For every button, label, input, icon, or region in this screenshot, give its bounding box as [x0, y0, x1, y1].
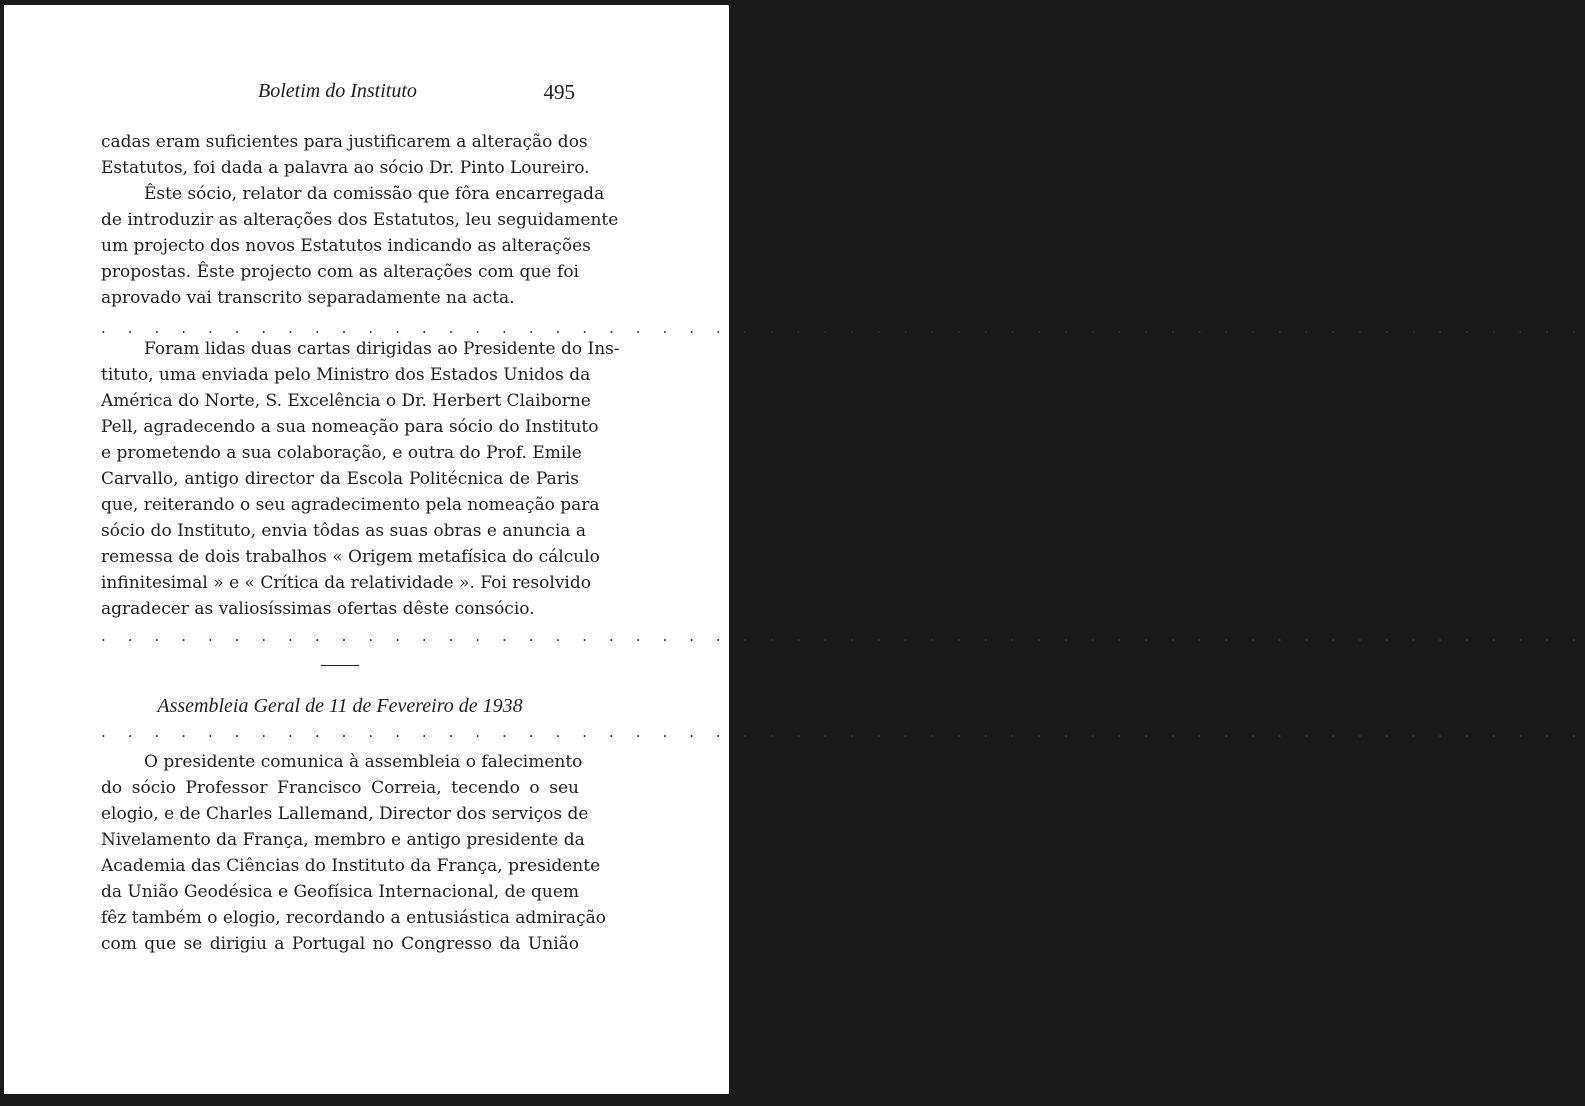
text-line: um projecto dos novos Estatutos indicando as alterações: [101, 236, 591, 256]
section-heading: Assembleia Geral de 11 de Fevereiro de 1938: [157, 695, 523, 717]
document-page: [4, 5, 1585, 1094]
running-header: [101, 80, 579, 108]
text-line: de introduzir as alterações dos Estatutos, leu seguidamente: [101, 210, 619, 230]
dot-leader: . . . . . . . . . . . . . . . . . . . . . . . . . . . . . . . . . . . . . . . . . . . . . . . . . . . . . . . .: [101, 627, 1585, 645]
text-line: Carvallo, antigo director da Escola Politécnica de Paris: [101, 469, 579, 489]
text-line: Academia das Ciências do Instituto da França, presidente: [101, 856, 601, 876]
text-line: sócio do Instituto, envia tôdas as suas obras e anuncia a: [101, 521, 586, 541]
text-line: fêz também o elogio, recordando a entusiástica admiração: [101, 908, 606, 928]
text-line: elogio, e de Charles Lallemand, Director dos serviços de: [101, 804, 589, 824]
text-line: O presidente comunica à assembleia o falecimento: [144, 752, 583, 772]
text-line: da União Geodésica e Geofísica Internacional, de quem: [101, 882, 579, 902]
text-line: agradecer as valiosíssimas ofertas dêste consócio.: [101, 599, 535, 619]
text-line: infinitesimal » e « Crítica da relatividade ». Foi resolvido: [101, 573, 591, 593]
text-line: e prometendo a sua colaboração, e outra do Prof. Emile: [101, 443, 582, 463]
text-line: do sócio Professor Francisco Correia, tecendo o seu: [101, 778, 579, 798]
text-line: que, reiterando o seu agradecimento pela nomeação para: [101, 495, 600, 515]
running-title: Boletim do Instituto: [258, 80, 417, 102]
page-number: 495: [543, 80, 575, 104]
text-line: Estatutos, foi dada a palavra ao sócio Dr. Pinto Loureiro.: [101, 158, 590, 178]
text-line: tituto, uma enviada pelo Ministro dos Estados Unidos da: [101, 365, 591, 385]
section-divider: [321, 665, 359, 666]
text-line: Êste sócio, relator da comissão que fôra encarregada: [144, 184, 605, 204]
text-line: América do Norte, S. Excelência o Dr. Herbert Claiborne: [101, 391, 591, 411]
text-line: com que se dirigiu a Portugal no Congresso da União: [101, 934, 579, 954]
text-line: Foram lidas duas cartas dirigidas ao Presidente do Ins-: [144, 339, 620, 359]
text-line: remessa de dois trabalhos « Origem metafísica do cálculo: [101, 547, 600, 567]
text-line: Nivelamento da França, membro e antigo presidente da: [101, 830, 585, 850]
dot-leader: . . . . . . . . . . . . . . . . . . . . . . . . . . . . . . . . . . . . . . . . . . . . . . . . . . . . . . . .: [101, 723, 1585, 741]
text-line: aprovado vai transcrito separadamente na acta.: [101, 288, 515, 308]
text-line: Pell, agradecendo a sua nomeação para sócio do Instituto: [101, 417, 599, 437]
dot-leader: . . . . . . . . . . . . . . . . . . . . . . . . . . . . . . . . . . . . . . . . . . . . . . . . . . . . . . . .: [101, 319, 1585, 337]
text-line: cadas eram suficientes para justificarem a alteração dos: [101, 132, 588, 152]
text-line: propostas. Êste projecto com as alterações com que foi: [101, 262, 579, 282]
